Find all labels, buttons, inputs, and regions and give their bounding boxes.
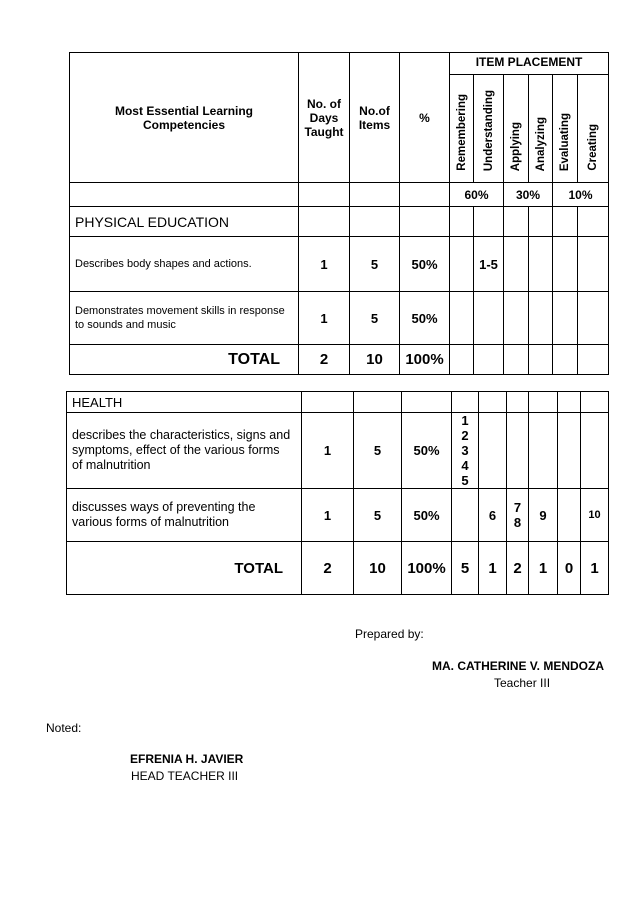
- header-days: No. of Days Taught: [299, 53, 350, 183]
- percent-cell: 50%: [400, 292, 450, 345]
- analyzing-cell: 9: [529, 489, 558, 542]
- pct-group-30: 30%: [504, 183, 553, 207]
- noter-name: EFRENIA H. JAVIER: [130, 752, 244, 766]
- header-items: No.of Items: [350, 53, 400, 183]
- remembering-cell: 1 2 3 4 5: [452, 413, 479, 489]
- total-placement: 5: [452, 542, 479, 595]
- placement-cell: [578, 237, 609, 292]
- header-applying: Applying: [504, 75, 529, 183]
- pe-table: [69, 52, 609, 375]
- days-cell: 1: [299, 237, 350, 292]
- percent-cell: 50%: [400, 237, 450, 292]
- prepared-by-label: Prepared by:: [355, 627, 424, 641]
- total-days: 2: [302, 542, 354, 595]
- total-label: TOTAL: [70, 345, 299, 375]
- pct-group-60: 60%: [450, 183, 504, 207]
- section-title-health: HEALTH: [67, 392, 302, 413]
- header-understanding: Understanding: [474, 75, 504, 183]
- header-creating: Creating: [578, 75, 609, 183]
- understanding-cell: 6: [479, 489, 507, 542]
- section-title-pe: PHYSICAL EDUCATION: [70, 207, 299, 237]
- header-analyzing: Analyzing: [529, 75, 553, 183]
- placement-cell: [553, 237, 578, 292]
- total-items: 10: [350, 345, 400, 375]
- items-cell: 5: [350, 292, 400, 345]
- total-row: [67, 542, 609, 595]
- total-percent: 100%: [402, 542, 452, 595]
- header-item-placement: ITEM PLACEMENT: [450, 53, 609, 75]
- days-cell: 1: [299, 292, 350, 345]
- applying-cell: 7 8: [507, 489, 529, 542]
- header-remembering: Remembering: [450, 75, 474, 183]
- total-label: TOTAL: [67, 542, 302, 595]
- days-cell: 1: [302, 489, 354, 542]
- placement-cell: [529, 237, 553, 292]
- percent-cell: 50%: [402, 413, 452, 489]
- total-days: 2: [299, 345, 350, 375]
- total-placement: 1: [529, 542, 558, 595]
- table-row: [67, 489, 609, 542]
- days-cell: 1: [302, 413, 354, 489]
- header-evaluating: Evaluating: [553, 75, 578, 183]
- total-items: 10: [354, 542, 402, 595]
- total-percent: 100%: [400, 345, 450, 375]
- header-competencies: Most Essential Learning Competencies: [70, 53, 299, 183]
- health-table: [66, 391, 609, 595]
- preparer-title: Teacher III: [494, 676, 551, 690]
- items-cell: 5: [350, 237, 400, 292]
- total-row: [70, 345, 609, 375]
- competency-cell: discusses ways of preventing the various forms of malnutrition: [67, 489, 302, 542]
- header-percent: %: [400, 53, 450, 183]
- placement-cell: 1-5: [474, 237, 504, 292]
- table-row: [70, 237, 609, 292]
- competency-cell: Describes body shapes and actions.: [70, 237, 299, 292]
- items-cell: 5: [354, 489, 402, 542]
- table-row: [70, 292, 609, 345]
- placement-cell: [450, 237, 474, 292]
- competency-cell: Demonstrates movement skills in response to sounds and music: [70, 292, 299, 345]
- items-cell: 5: [354, 413, 402, 489]
- noted-label: Noted:: [46, 721, 82, 735]
- preparer-name: MA. CATHERINE V. MENDOZA: [432, 659, 605, 673]
- total-placement: 2: [507, 542, 529, 595]
- placement-cell: [504, 237, 529, 292]
- pct-group-10: 10%: [553, 183, 609, 207]
- total-placement: 1: [479, 542, 507, 595]
- table-row: [67, 413, 609, 489]
- total-placement: 0: [558, 542, 581, 595]
- competency-cell: describes the characteristics, signs and symptoms, effect of the various forms of malnutrition: [67, 413, 302, 489]
- total-placement: 1: [581, 542, 609, 595]
- creating-cell: 10: [581, 489, 609, 542]
- percent-cell: 50%: [402, 489, 452, 542]
- noter-title: HEAD TEACHER III: [131, 769, 239, 783]
